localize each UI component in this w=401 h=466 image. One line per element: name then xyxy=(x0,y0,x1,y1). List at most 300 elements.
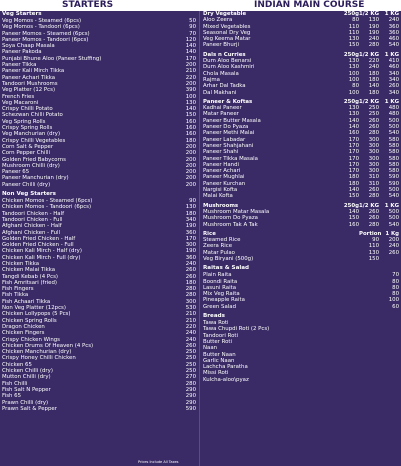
item-name: French Fries xyxy=(2,93,35,100)
nonveg_starters-section xyxy=(2,191,196,412)
menu-item xyxy=(2,406,196,412)
item-price: 360 xyxy=(185,229,196,236)
item-name: Butter Roti xyxy=(203,338,233,345)
item-price: 480 xyxy=(388,105,399,112)
item-price: 280 xyxy=(368,42,379,49)
item-price: 590 xyxy=(185,405,196,412)
item-price: 130 xyxy=(348,64,359,71)
item-name: Mixed Vegetables xyxy=(203,23,251,30)
item-name: Tandoori Chicken - Full xyxy=(2,216,63,223)
item-price: 200 xyxy=(185,169,196,176)
item-price: 160 xyxy=(185,118,196,125)
item-price: 260 xyxy=(388,249,399,256)
column-header: 250g xyxy=(343,98,359,105)
item-price: 190 xyxy=(368,23,379,30)
item-name: Malai Kofta xyxy=(203,193,233,200)
column-divider xyxy=(199,11,200,466)
raitas-section xyxy=(203,265,399,310)
item-name: Paneer Kurchan xyxy=(203,180,246,187)
item-price: 170 xyxy=(348,149,359,156)
column-header: 250g xyxy=(343,51,359,58)
item-name: Mushroom Tak A Tak xyxy=(203,221,258,228)
item-name: Paneer Handi xyxy=(203,161,239,168)
item-name: Tandoori Roti xyxy=(203,332,238,339)
item-name: Corn Pepper Chilli xyxy=(2,150,50,157)
item-price: 260 xyxy=(368,187,379,194)
item-name: Aloo Zeera xyxy=(203,17,233,24)
item-name: Mushroom Matar Masala xyxy=(203,208,270,215)
section-title: Mushrooms xyxy=(203,202,239,209)
item-name: Paneer Manchurian (dry) xyxy=(2,175,69,182)
item-name: Mutton Chilli (dry) xyxy=(2,374,51,381)
item-price: 300 xyxy=(368,168,379,175)
item-price: 390 xyxy=(185,87,196,94)
item-price: 310 xyxy=(368,174,379,181)
item-price: 500 xyxy=(388,187,399,194)
item-price: 410 xyxy=(388,58,399,65)
dals-section xyxy=(203,52,399,96)
item-price: 170 xyxy=(185,235,196,242)
item-price: 180 xyxy=(368,70,379,77)
item-price: 140 xyxy=(185,49,196,56)
item-name: Butter Naan xyxy=(203,351,236,358)
column-header: 1/2 KG xyxy=(359,11,379,17)
item-price: 240 xyxy=(368,64,379,71)
item-price: 200 xyxy=(185,143,196,150)
item-price: 120 xyxy=(185,36,196,43)
item-name: Paneer Shahjahani xyxy=(203,142,254,149)
item-name: Garlic Naan xyxy=(203,357,235,364)
item-name: Paneer Butter Masala xyxy=(203,117,261,124)
item-name: Kulcha-aloo\pyaz xyxy=(203,376,249,383)
item-name: Fish Tikka xyxy=(2,292,29,299)
item-name: Paneer Pakoda xyxy=(2,49,42,56)
item-name: Crispy Chilli Vegetables xyxy=(2,137,66,144)
item-price: 60 xyxy=(392,303,399,310)
item-name: Tawa Chupdi Roti (2 Pcs) xyxy=(203,326,270,333)
item-price: 80 xyxy=(352,83,359,90)
item-price: 280 xyxy=(368,193,379,200)
item-name: Dragon Chicken xyxy=(2,323,45,330)
item-price: 280 xyxy=(185,292,196,299)
item-price: 140 xyxy=(185,43,196,50)
column-header: 250g xyxy=(343,202,359,209)
item-name: Pineapple Raita xyxy=(203,297,245,304)
item-price: 200 xyxy=(388,237,399,244)
item-price: 100 xyxy=(348,76,359,83)
item-price: 280 xyxy=(368,221,379,228)
item-price: 190 xyxy=(368,29,379,36)
item-name: Veg Macaroni xyxy=(2,99,39,106)
item-price: 110 xyxy=(348,29,359,36)
item-name: Veg Keema Matar xyxy=(203,36,251,43)
menu-item xyxy=(203,256,399,262)
item-name: Matar Paneer xyxy=(203,111,239,118)
section-title: Raitas & Salad xyxy=(203,265,250,272)
item-name: Chicken Lollypops (5 Pcs) xyxy=(2,311,71,318)
item-name: Missi Roti xyxy=(203,370,229,377)
item-name: Chicken Kali Mirch - Half (dry) xyxy=(2,248,82,255)
item-price: 140 xyxy=(348,208,359,215)
item-price: 160 xyxy=(348,130,359,137)
item-name: Green Salad xyxy=(203,303,236,310)
menu-item xyxy=(203,222,399,228)
item-price: 140 xyxy=(185,106,196,113)
item-price: 130 xyxy=(185,99,196,106)
section-title: Non Veg Starters xyxy=(2,191,57,198)
item-name: Chicken Drums Of Heaven (4 Pcs) xyxy=(2,342,94,349)
item-name: Kadhai Paneer xyxy=(203,105,242,112)
item-name: Paneer Bhurji xyxy=(203,42,240,49)
item-name: Seasonal Dry Veg xyxy=(203,29,251,36)
item-price: 260 xyxy=(368,117,379,124)
item-name: Chicken Momos - Steamed (6pcs) xyxy=(2,198,93,205)
item-price: 180 xyxy=(185,279,196,286)
menu-item xyxy=(203,304,399,310)
item-price xyxy=(379,256,399,262)
item-name: Paneer Chilli (dry) xyxy=(2,181,51,188)
item-price: 200 xyxy=(185,175,196,182)
item-name: Paneer Momos - Tandoori (6pcs) xyxy=(2,36,89,43)
item-name: Veg Platter (12 Pcs) xyxy=(2,87,56,94)
item-name: Zeera Rice xyxy=(203,243,233,250)
item-name: Crispy Chilli Potato xyxy=(2,106,53,113)
item-price: 290 xyxy=(185,386,196,393)
item-price: 100 xyxy=(185,93,196,100)
item-price: 170 xyxy=(348,155,359,162)
item-price: 300 xyxy=(368,155,379,162)
main-course-column xyxy=(203,11,399,386)
item-name: Non Veg Platter (12pcs) xyxy=(2,305,66,312)
veg_starters-section xyxy=(2,11,196,188)
item-price: 540 xyxy=(388,221,399,228)
item-name: Veg Momos - Steamed (6pcs) xyxy=(2,18,82,24)
item-name: Golden Fried Babycorns xyxy=(2,156,66,163)
item-price: 340 xyxy=(388,89,399,96)
column-header: 1/2 KG xyxy=(359,202,379,209)
item-price: 250 xyxy=(185,349,196,356)
item-price: 250 xyxy=(185,355,196,362)
item-name: Nargisi Kofta xyxy=(203,187,238,194)
item-price: 90 xyxy=(189,24,196,31)
item-price: 150 xyxy=(348,193,359,200)
item-price: 70 xyxy=(189,30,196,37)
mushrooms-section xyxy=(203,203,399,228)
item-name: Paneer Momos - Steamed (6pcs) xyxy=(2,30,90,37)
item-price: 580 xyxy=(388,142,399,149)
item-name: Schezwan Chilli Potato xyxy=(2,112,63,119)
section-title: Paneer & Koftas xyxy=(203,98,253,105)
item-price: 500 xyxy=(388,117,399,124)
item-price: 180 xyxy=(368,89,379,96)
item-name: Afghani Chicken - Full xyxy=(2,229,61,236)
item-price: 240 xyxy=(388,243,399,250)
item-price: 100 xyxy=(348,70,359,77)
item-price: 110 xyxy=(368,243,379,250)
section-title: Breads xyxy=(203,313,225,320)
item-price: 460 xyxy=(388,64,399,71)
item-name: Paneer Kali Mirch Tikka xyxy=(2,68,65,75)
section-title: Veg Starters xyxy=(2,11,42,17)
item-price: 280 xyxy=(368,130,379,137)
column-header: 1/2 KG xyxy=(359,51,379,58)
item-name: Dal Makhani xyxy=(203,89,237,96)
item-price: 160 xyxy=(185,125,196,132)
menu-item xyxy=(2,182,196,188)
item-name: Corn Salt & Pepper xyxy=(2,143,54,150)
item-price: 220 xyxy=(185,74,196,81)
column-header: 1 KG xyxy=(384,51,399,58)
item-name: Paneer Shahi xyxy=(203,149,239,156)
item-price: 300 xyxy=(368,142,379,149)
item-price: 540 xyxy=(388,42,399,49)
item-name: Punjabi Bhune Aloo (Paneer Stuffing) xyxy=(2,55,102,62)
item-name: Boondi Raita xyxy=(203,278,238,285)
item-name: Fish Amritsari (fried) xyxy=(2,279,58,286)
item-name: Crispy Honey Chilli Chicken xyxy=(2,355,76,362)
item-price: 280 xyxy=(185,380,196,387)
item-name: Paneer Achari xyxy=(203,168,241,175)
item-price: 180 xyxy=(348,180,359,187)
item-price: 100 xyxy=(348,89,359,96)
item-price: 240 xyxy=(185,260,196,267)
item-price: 580 xyxy=(388,155,399,162)
item-name: Tawa Roti xyxy=(203,320,229,327)
item-price: 170 xyxy=(348,136,359,143)
item-name: Mushroom Do Pyaza xyxy=(203,215,258,222)
item-name: Mushroom Chilli (dry) xyxy=(2,162,60,169)
item-price: 130 xyxy=(348,58,359,65)
item-price: 260 xyxy=(368,124,379,131)
item-price: 220 xyxy=(185,323,196,330)
item-price: 460 xyxy=(388,36,399,43)
item-name: Fish Fingers xyxy=(2,286,34,293)
item-price: 360 xyxy=(388,23,399,30)
item-name: Prawn Salt & Pepper xyxy=(2,405,57,412)
item-name: Golden Fried Chicken - Half xyxy=(2,235,76,242)
item-name: Paneer Methi Malai xyxy=(203,130,255,137)
item-name: Veg Momos - Tandoori (6pcs) xyxy=(2,24,80,31)
item-price: 180 xyxy=(185,210,196,217)
item-price: 180 xyxy=(185,137,196,144)
item-name: Prawn Chilli (dry) xyxy=(2,399,49,406)
menu-item xyxy=(203,90,399,96)
item-price: 80 xyxy=(392,284,399,291)
item-name: Dum Aloo Benarsi xyxy=(203,58,252,65)
item-price: 80 xyxy=(392,278,399,285)
item-price: 580 xyxy=(388,168,399,175)
item-name: Tandoori Mushrooms xyxy=(2,80,58,87)
item-name: Steamed Rice xyxy=(203,237,241,244)
item-price: 150 xyxy=(348,42,359,49)
item-name: Tandoori Chicken - Half xyxy=(2,210,64,217)
item-price: 250 xyxy=(185,368,196,375)
item-name: Paneer Achari Tikka xyxy=(2,74,56,81)
paneer-section xyxy=(203,99,399,200)
item-price: 340 xyxy=(185,216,196,223)
item-price: 200 xyxy=(185,62,196,69)
item-name: Mix Veg Raita xyxy=(203,291,240,298)
section-title: Dals n Curries xyxy=(203,51,246,58)
item-price: 210 xyxy=(185,317,196,324)
item-price: 140 xyxy=(348,117,359,124)
main-course-heading: INDIAN MAIN COURSE xyxy=(254,0,365,10)
item-price: 150 xyxy=(185,112,196,119)
item-price: 200 xyxy=(185,150,196,157)
rice-section xyxy=(203,231,399,262)
item-price: 130 xyxy=(348,105,359,112)
item-price: 280 xyxy=(185,286,196,293)
item-price: 340 xyxy=(388,70,399,77)
item-name: Soya Chaap Masala xyxy=(2,43,55,50)
item-name: Fish Salt N Pepper xyxy=(2,386,51,393)
item-name: Chola Masala xyxy=(203,70,239,77)
item-price: 140 xyxy=(348,124,359,131)
item-price: 260 xyxy=(368,208,379,215)
item-name: Paneer Do Pyaza xyxy=(203,124,249,131)
item-price: 360 xyxy=(185,254,196,261)
item-price: 190 xyxy=(185,223,196,230)
item-price: 140 xyxy=(348,187,359,194)
item-name: Veg Spring Rolls xyxy=(2,118,46,125)
item-price: 80 xyxy=(392,291,399,298)
item-price: 240 xyxy=(368,36,379,43)
item-price: 80 xyxy=(352,17,359,24)
item-price: 590 xyxy=(388,174,399,181)
item-name: Rajma xyxy=(203,76,220,83)
item-name: Matar Pulao xyxy=(203,249,235,256)
item-name: Chicken Kali Mirch - Full (dry) xyxy=(2,254,81,261)
item-price: 290 xyxy=(185,399,196,406)
item-name: Veg Manchurian (dry) xyxy=(2,131,61,138)
item-price: 90 xyxy=(189,198,196,205)
item-price: 170 xyxy=(348,168,359,175)
item-price: 260 xyxy=(185,267,196,274)
section-gap xyxy=(2,412,196,415)
item-price: 130 xyxy=(185,204,196,211)
item-price: 300 xyxy=(368,136,379,143)
section-title: Rice xyxy=(203,230,216,237)
item-price: 170 xyxy=(348,142,359,149)
breads-section xyxy=(203,313,399,383)
item-price: 200 xyxy=(185,181,196,188)
item-name: Plain Raita xyxy=(203,272,232,279)
starters-column xyxy=(2,11,196,415)
item-price: 130 xyxy=(368,17,379,24)
item-name: Paneer 65 xyxy=(2,169,30,176)
item-price: 240 xyxy=(388,17,399,24)
item-name: Chicken Momos - Tandoori (6pcs) xyxy=(2,204,92,211)
item-price: 130 xyxy=(348,111,359,118)
item-price: 500 xyxy=(388,215,399,222)
item-name: Lachcha Paratha xyxy=(203,364,248,371)
item-name: Crispy Chicken Wings xyxy=(2,336,60,343)
item-price: 160 xyxy=(348,221,359,228)
item-price: 260 xyxy=(368,215,379,222)
item-price: 130 xyxy=(368,249,379,256)
item-price: 250 xyxy=(368,105,379,112)
item-price: 260 xyxy=(185,342,196,349)
column-header: 1 KG xyxy=(384,98,399,105)
item-price: 240 xyxy=(185,330,196,337)
item-name: Fish Achaari Tikka xyxy=(2,298,51,305)
item-price: 190 xyxy=(185,248,196,255)
item-price: 200 xyxy=(185,80,196,87)
item-name: Fish 65 xyxy=(2,393,22,400)
item-price: 300 xyxy=(185,242,196,249)
menu-item xyxy=(203,42,399,48)
item-price: 500 xyxy=(388,208,399,215)
item-name: Chicken Tikka xyxy=(2,260,40,267)
item-name: Paneer Tikka Masala xyxy=(203,155,258,162)
item-price: 110 xyxy=(348,23,359,30)
item-name: Fish Chilli xyxy=(2,380,28,387)
item-price: 500 xyxy=(388,124,399,131)
item-price: 240 xyxy=(185,336,196,343)
item-name: Chicken Fingers xyxy=(2,330,45,337)
item-price: 50 xyxy=(189,18,196,24)
menu-item xyxy=(203,193,399,199)
item-price: 580 xyxy=(388,161,399,168)
item-price: 130 xyxy=(348,36,359,43)
item-price xyxy=(373,377,399,383)
item-price: 300 xyxy=(185,298,196,305)
item-price: 580 xyxy=(388,149,399,156)
item-price: 290 xyxy=(185,393,196,400)
menu-item xyxy=(203,377,399,383)
section-gap xyxy=(203,383,399,386)
menu-header xyxy=(0,0,401,11)
item-price: 180 xyxy=(368,76,379,83)
taxes-note: Prices Include All Taxes xyxy=(138,460,179,464)
item-price: 160 xyxy=(185,131,196,138)
item-price: 300 xyxy=(368,149,379,156)
item-name: Chicken Manchurian (dry) xyxy=(2,349,72,356)
item-price: 180 xyxy=(348,174,359,181)
item-price: 300 xyxy=(368,161,379,168)
item-price: 210 xyxy=(185,311,196,318)
column-header: 250g xyxy=(343,11,359,17)
item-name: Dum Aloo Kashmiri xyxy=(203,64,255,71)
item-name: Naan xyxy=(203,345,218,352)
item-name: Crispy Spring Rolls xyxy=(2,125,53,132)
item-name: Afghani Chicken - Half xyxy=(2,223,62,230)
item-price: 480 xyxy=(388,111,399,118)
item-price: 200 xyxy=(185,156,196,163)
column-header: 1/2 KG xyxy=(359,98,379,105)
item-name: Golden Fried Chicken - Full xyxy=(2,242,74,249)
item-price: 90 xyxy=(372,237,379,244)
item-name: Veg Biryani (500g) xyxy=(203,255,254,262)
item-price: 530 xyxy=(185,305,196,312)
section-title: Dry Vegetable xyxy=(203,11,247,17)
item-price: 170 xyxy=(348,161,359,168)
item-price: 310 xyxy=(368,180,379,187)
item-price: 340 xyxy=(388,76,399,83)
item-name: Chicken Chilli (dry) xyxy=(2,368,53,375)
item-price: 260 xyxy=(388,83,399,90)
item-price: 200 xyxy=(185,162,196,169)
item-name: Lasuni Raita xyxy=(203,284,237,291)
item-price: 140 xyxy=(368,83,379,90)
item-name: Paneer Mughlai xyxy=(203,174,245,181)
item-price: 270 xyxy=(185,374,196,381)
item-price: 150 xyxy=(348,215,359,222)
item-price: 250 xyxy=(368,111,379,118)
item-price: 540 xyxy=(388,193,399,200)
item-name: Chicken 65 xyxy=(2,361,32,368)
item-price: 210 xyxy=(185,68,196,75)
